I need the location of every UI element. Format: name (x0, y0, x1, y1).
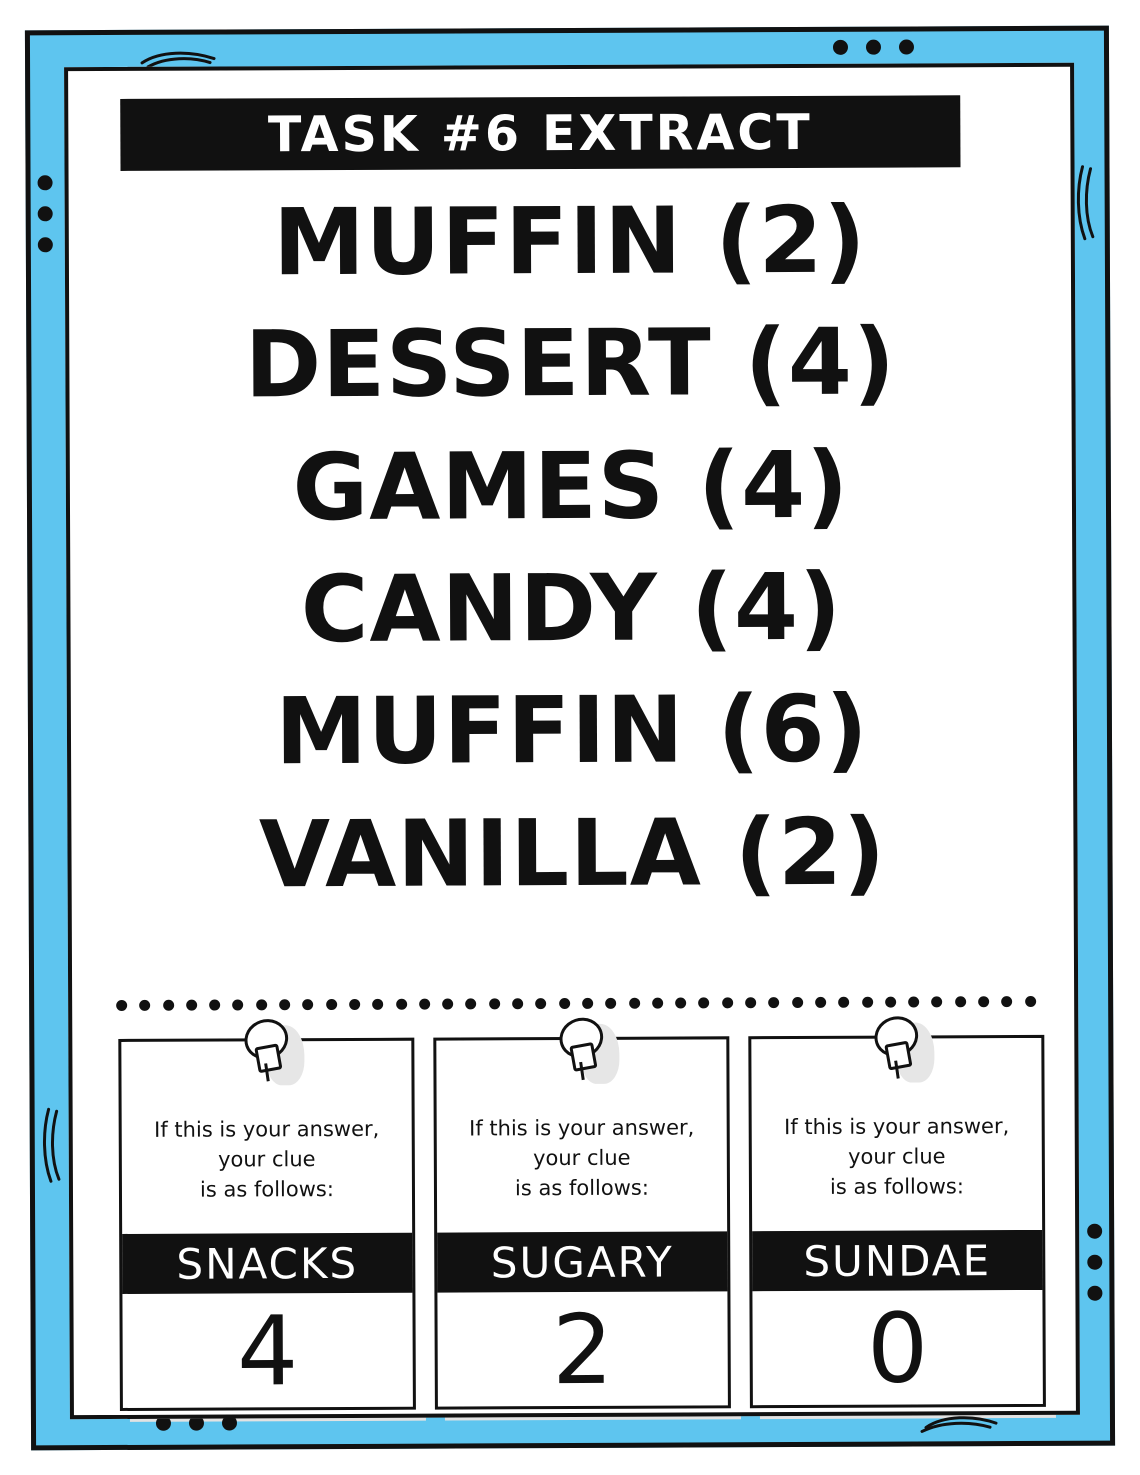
word-list (69, 179, 1074, 918)
divider-dot (559, 998, 570, 1009)
decorative-dot (899, 39, 914, 54)
task-title-bar (120, 95, 960, 171)
card-clue-banner (122, 1233, 412, 1294)
divider-dot (838, 996, 849, 1007)
card-clue-word: SUNDAE (803, 1235, 992, 1286)
dotted-divider (116, 995, 1036, 1011)
decorative-dot (1087, 1255, 1102, 1270)
divider-dot (862, 996, 873, 1007)
pushpin-icon (553, 1018, 609, 1084)
divider-dot (279, 999, 290, 1010)
card-instruction-line: If this is your answer, (154, 1116, 380, 1142)
divider-dot (186, 999, 197, 1010)
scribble-mark-top-left (140, 47, 220, 69)
divider-dot (932, 996, 943, 1007)
word-list-item: GAMES (4) (292, 431, 850, 541)
divider-dot (1025, 995, 1036, 1006)
word-list-item: DESSERT (4) (244, 308, 897, 419)
card-instruction-line: is as follows: (829, 1173, 964, 1199)
scribble-mark-bottom-left (41, 1105, 65, 1185)
decorative-dot (866, 40, 881, 55)
card-instruction-line: your clue (848, 1144, 946, 1169)
card-instruction (752, 1112, 1042, 1203)
divider-dot (512, 998, 523, 1009)
divider-dot (955, 996, 966, 1007)
card-clue-banner (437, 1231, 727, 1292)
pushpin-icon (238, 1019, 294, 1085)
divider-dot (139, 999, 150, 1010)
card-clue-number: 4 (236, 1295, 299, 1408)
card-instruction-line: If this is your answer, (469, 1115, 695, 1141)
decorative-dot (1087, 1286, 1102, 1301)
pushpin-body (884, 1041, 912, 1071)
divider-dot (815, 996, 826, 1007)
divider-dot (396, 998, 407, 1009)
divider-dot (209, 999, 220, 1010)
word-list-item: VANILLA (2) (258, 798, 887, 909)
pushpin-body (569, 1042, 597, 1072)
divider-dot (349, 998, 360, 1009)
divider-dot (629, 997, 640, 1008)
blue-border-frame (25, 26, 1115, 1451)
divider-dot (722, 997, 733, 1008)
divider-dot (256, 999, 267, 1010)
card-instruction-line: your clue (533, 1145, 631, 1170)
word-list-item: CANDY (4) (300, 553, 843, 664)
divider-dot (652, 997, 663, 1008)
divider-dot (768, 997, 779, 1008)
card-instruction (437, 1113, 727, 1204)
divider-dot (535, 998, 546, 1009)
frame-left-dots (38, 175, 53, 252)
divider-dot (582, 997, 593, 1008)
divider-dot (885, 996, 896, 1007)
divider-dot (116, 999, 127, 1010)
frame-right-dots (1087, 1224, 1102, 1301)
word-list-item: MUFFIN (2) (272, 186, 867, 297)
divider-dot (442, 998, 453, 1009)
divider-dot (233, 999, 244, 1010)
divider-dot (699, 997, 710, 1008)
card-instruction-line: If this is your answer, (784, 1114, 1010, 1140)
word-list-item: MUFFIN (6) (275, 676, 869, 786)
answer-card-group (118, 1035, 1046, 1411)
divider-dot (303, 999, 314, 1010)
divider-dot (605, 997, 616, 1008)
card-clue-number: 2 (551, 1293, 614, 1407)
divider-dot (372, 998, 383, 1009)
card-clue-word: SNACKS (176, 1238, 359, 1289)
divider-dot (792, 996, 803, 1007)
worksheet-body (64, 63, 1080, 1419)
card-clue-word: SUGARY (490, 1237, 674, 1287)
divider-dot (466, 998, 477, 1009)
pushpin-body (254, 1043, 282, 1073)
answer-card[interactable] (118, 1038, 416, 1411)
divider-dot (163, 999, 174, 1010)
card-instruction-line: is as follows: (199, 1176, 334, 1202)
divider-dot (326, 999, 337, 1010)
divider-dot (419, 998, 430, 1009)
divider-dot (1001, 996, 1012, 1007)
decorative-dot (1087, 1224, 1102, 1239)
card-instruction (122, 1115, 412, 1206)
card-clue-banner (752, 1230, 1042, 1291)
divider-dot (489, 998, 500, 1009)
answer-card[interactable] (748, 1035, 1046, 1408)
divider-dot (978, 996, 989, 1007)
decorative-dot (38, 175, 53, 190)
pushpin-icon (868, 1016, 924, 1082)
answer-card[interactable] (433, 1036, 731, 1409)
divider-dot (908, 996, 919, 1007)
divider-dot (745, 997, 756, 1008)
decorative-dot (38, 237, 53, 252)
decorative-dot (38, 206, 53, 221)
scribble-mark-top-right (1074, 163, 1098, 243)
card-instruction-line: is as follows: (514, 1175, 649, 1200)
frame-top-dots (833, 39, 914, 54)
decorative-dot (833, 40, 848, 55)
divider-dot (675, 997, 686, 1008)
card-clue-number: 0 (866, 1292, 929, 1405)
page-title: TASK #6 EXTRACT (267, 103, 813, 163)
card-instruction-line: your clue (218, 1146, 316, 1172)
